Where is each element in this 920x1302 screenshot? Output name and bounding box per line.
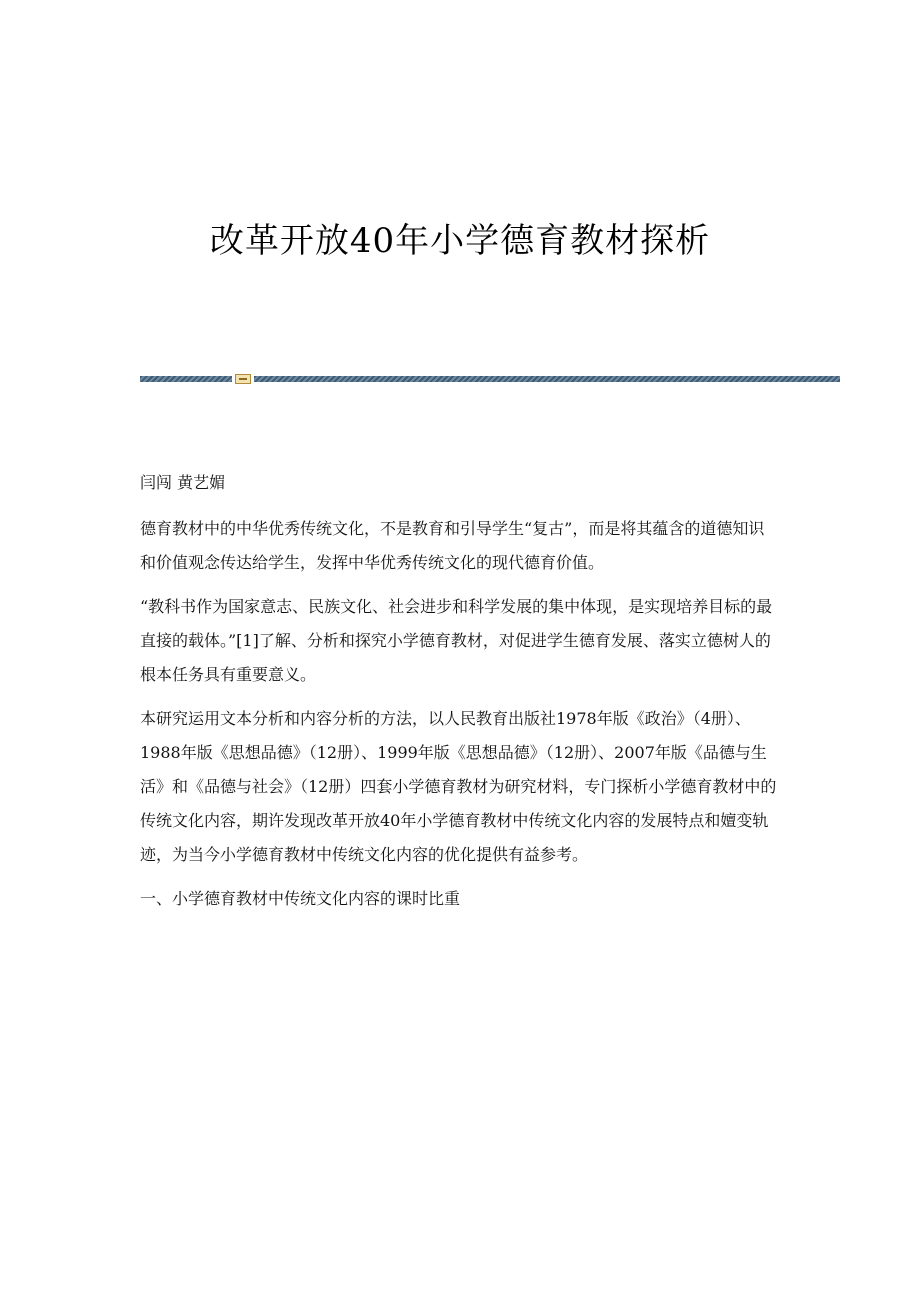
divider-ornament-icon	[235, 374, 251, 384]
authors: 闫闯 黄艺媚	[140, 473, 226, 492]
paragraph-2: “教科书作为国家意志、民族文化、社会进步和科学发展的集中体现，是实现培养目标的最直接的载体。”[1]了解、分析和探究小学德育教材，对促进学生德育发展、落实立德树人的根本任务具有重要意义。	[140, 597, 773, 684]
paragraph-1: 德育教材中的中华优秀传统文化，不是教育和引导学生“复古”，而是将其蕴含的道德知识和价值观念传达给学生，发挥中华优秀传统文化的现代德育价值。	[140, 519, 765, 572]
document-body	[140, 466, 780, 926]
divider-bar-left	[140, 376, 232, 382]
divider-bar-right	[254, 376, 840, 382]
paragraph-3: 本研究运用文本分析和内容分析的方法，以人民教育出版社1978年版《政治》（4册）、1988年版《思想品德》（12册）、1999年版《思想品德》（12册）、2007年版《品德与生活》和《品德与社会》（12册）四套小学德育教材为研究材料，专门探析小学德育教材中的传统文化内容，期许发现改革开放40年小学德育教材中传统文化内容的发展特点和嬗变轨迹，为当今小学德育教材中传统文化内容的优化提供有益参考。	[140, 709, 777, 864]
title-divider	[140, 374, 840, 384]
document-title: 改革开放40年小学德育教材探析	[209, 221, 711, 261]
section-heading: 一、小学德育教材中传统文化内容的课时比重	[140, 889, 461, 908]
